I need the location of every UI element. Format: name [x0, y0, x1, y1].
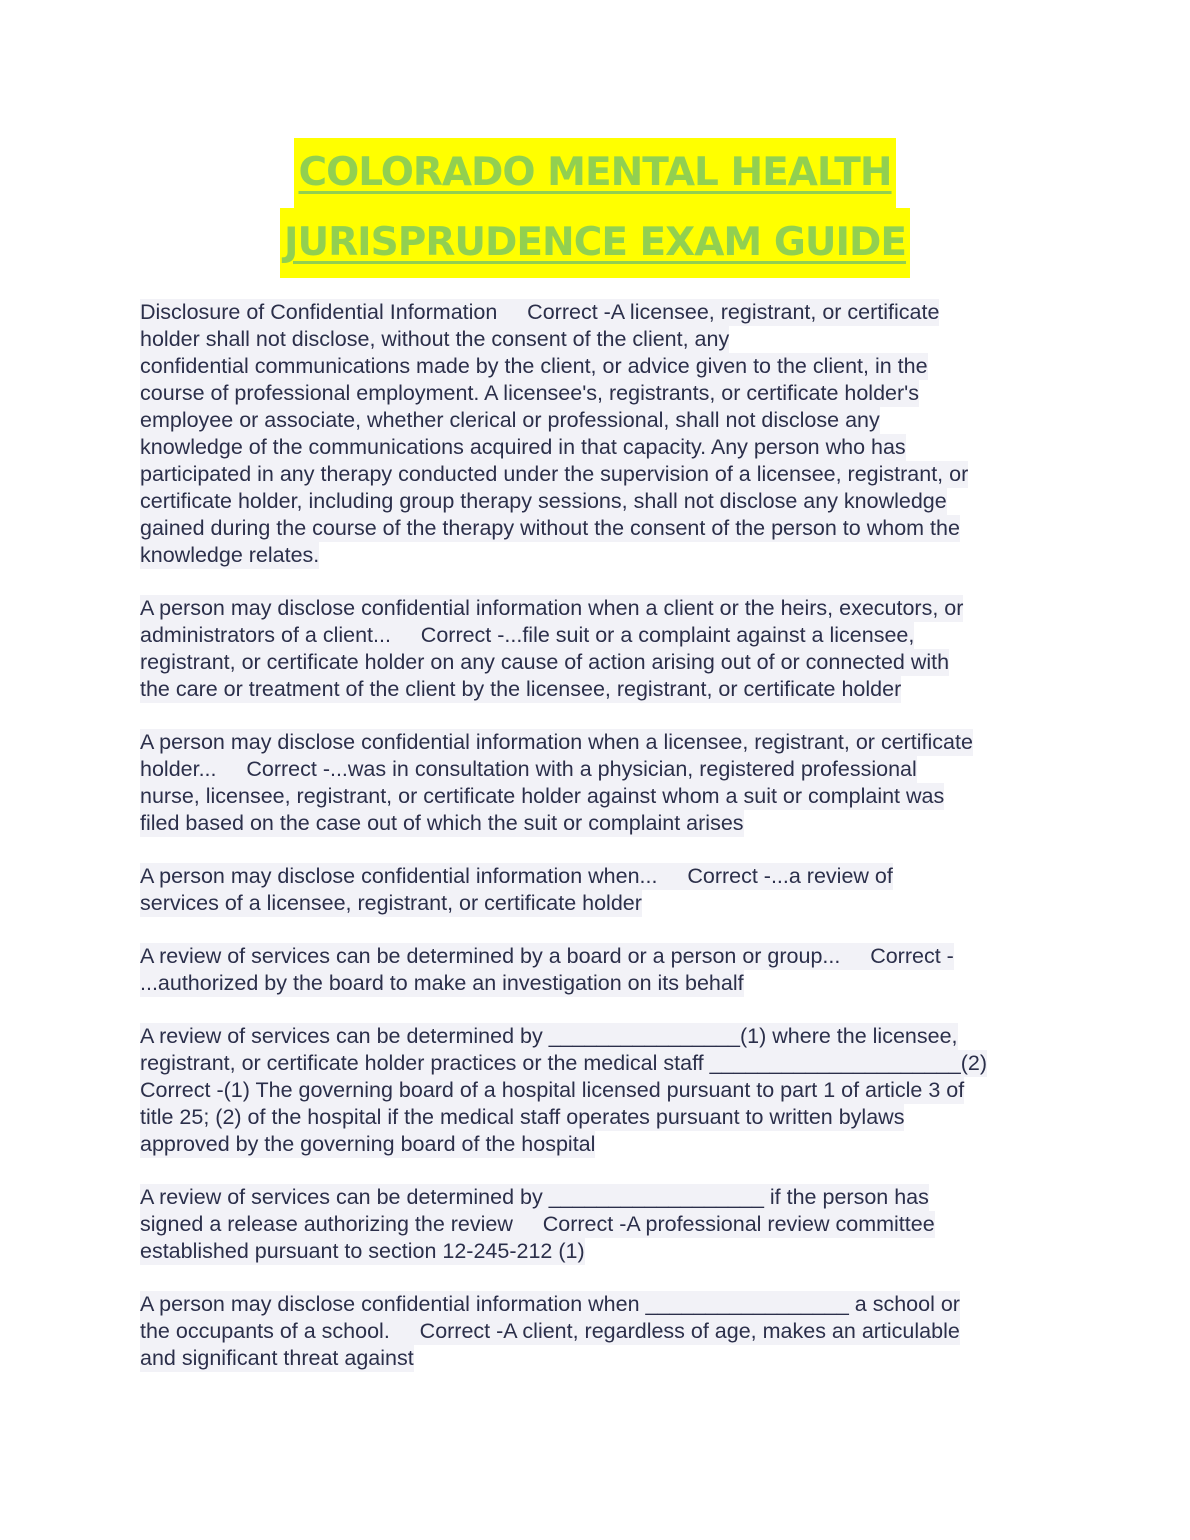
qa-text-line: the occupants of a school. Correct -A client, regardless of age, makes an articulable — [140, 1319, 960, 1343]
qa-text-line: course of professional employment. A licensee's, registrants, or certificate holder's — [140, 381, 919, 405]
qa-text-line: registrant, or certificate holder practices or the medical staff _____________________(2) — [140, 1051, 987, 1075]
qa-text-line: Correct -(1) The governing board of a hospital licensed pursuant to part 1 of article 3 of — [140, 1078, 965, 1102]
qa-text-line: administrators of a client... Correct -...file suit or a complaint against a licensee, — [140, 623, 915, 647]
qa-text-line: gained during the course of the therapy without the consent of the person to whom the — [140, 516, 960, 540]
qa-text — [140, 595, 1055, 703]
qa-text-line: employee or associate, whether clerical or professional, shall not disclose any — [140, 408, 880, 432]
qa-text — [140, 1184, 1055, 1265]
qa-text — [140, 943, 1055, 997]
qa-text-line: Disclosure of Confidential Information Correct -A licensee, registrant, or certificate — [140, 300, 940, 324]
qa-text-line: established pursuant to section 12-245-212 (1) — [140, 1239, 585, 1263]
qa-text-line: certificate holder, including group therapy sessions, shall not disclose any knowledge — [140, 489, 947, 513]
document-title — [0, 138, 1190, 278]
qa-text-line: A review of services can be determined by a board or a person or group... Correct - — [140, 944, 954, 968]
qa-text — [140, 863, 1055, 917]
qa-item — [140, 729, 1055, 837]
qa-text-line: A person may disclose confidential information when a licensee, registrant, or certificate — [140, 730, 973, 754]
qa-list — [140, 299, 1055, 1398]
qa-item — [140, 595, 1055, 703]
qa-text-line: A person may disclose confidential information when a client or the heirs, executors, or — [140, 596, 964, 620]
title-line-1: COLORADO MENTAL HEALTH — [294, 138, 895, 208]
qa-text-line: the care or treatment of the client by the licensee, registrant, or certificate holder — [140, 677, 902, 701]
qa-text-line: signed a release authorizing the review Correct -A professional review committee — [140, 1212, 935, 1236]
qa-item — [140, 943, 1055, 997]
qa-text-line: services of a licensee, registrant, or certificate holder — [140, 891, 642, 915]
qa-text-line: and significant threat against — [140, 1346, 414, 1370]
qa-text-line: holder shall not disclose, without the consent of the client, any — [140, 327, 730, 351]
qa-item — [140, 863, 1055, 917]
qa-text-line: A person may disclose confidential information when... Correct -...a review of — [140, 864, 893, 888]
qa-item — [140, 1023, 1055, 1158]
qa-text-line: A review of services can be determined by __________________ if the person has — [140, 1185, 929, 1209]
qa-text — [140, 299, 1055, 569]
qa-text — [140, 1291, 1055, 1372]
qa-text-line: knowledge relates. — [140, 543, 320, 567]
qa-text-line: A person may disclose confidential information when _________________ a school or — [140, 1292, 960, 1316]
qa-item — [140, 299, 1055, 569]
qa-text — [140, 1023, 1055, 1158]
qa-text-line: holder... Correct -...was in consultation with a physician, registered professional — [140, 757, 917, 781]
qa-text-line: participated in any therapy conducted under the supervision of a licensee, registrant, or — [140, 462, 969, 486]
qa-text-line: filed based on the case out of which the suit or complaint arises — [140, 811, 744, 835]
qa-text — [140, 729, 1055, 837]
qa-text-line: knowledge of the communications acquired in that capacity. Any person who has — [140, 435, 906, 459]
qa-text-line: registrant, or certificate holder on any cause of action arising out of or connected with — [140, 650, 950, 674]
qa-text-line: nurse, licensee, registrant, or certificate holder against whom a suit or complaint was — [140, 784, 945, 808]
qa-item — [140, 1291, 1055, 1372]
qa-text-line: approved by the governing board of the hospital — [140, 1132, 596, 1156]
title-line-2: JURISPRUDENCE EXAM GUIDE — [280, 208, 910, 278]
qa-text-line: title 25; (2) of the hospital if the medical staff operates pursuant to written bylaws — [140, 1105, 905, 1129]
qa-item — [140, 1184, 1055, 1265]
qa-text-line: A review of services can be determined by ________________(1) where the licensee, — [140, 1024, 958, 1048]
qa-text-line: confidential communications made by the client, or advice given to the client, in the — [140, 354, 928, 378]
qa-text-line: ...authorized by the board to make an investigation on its behalf — [140, 971, 744, 995]
